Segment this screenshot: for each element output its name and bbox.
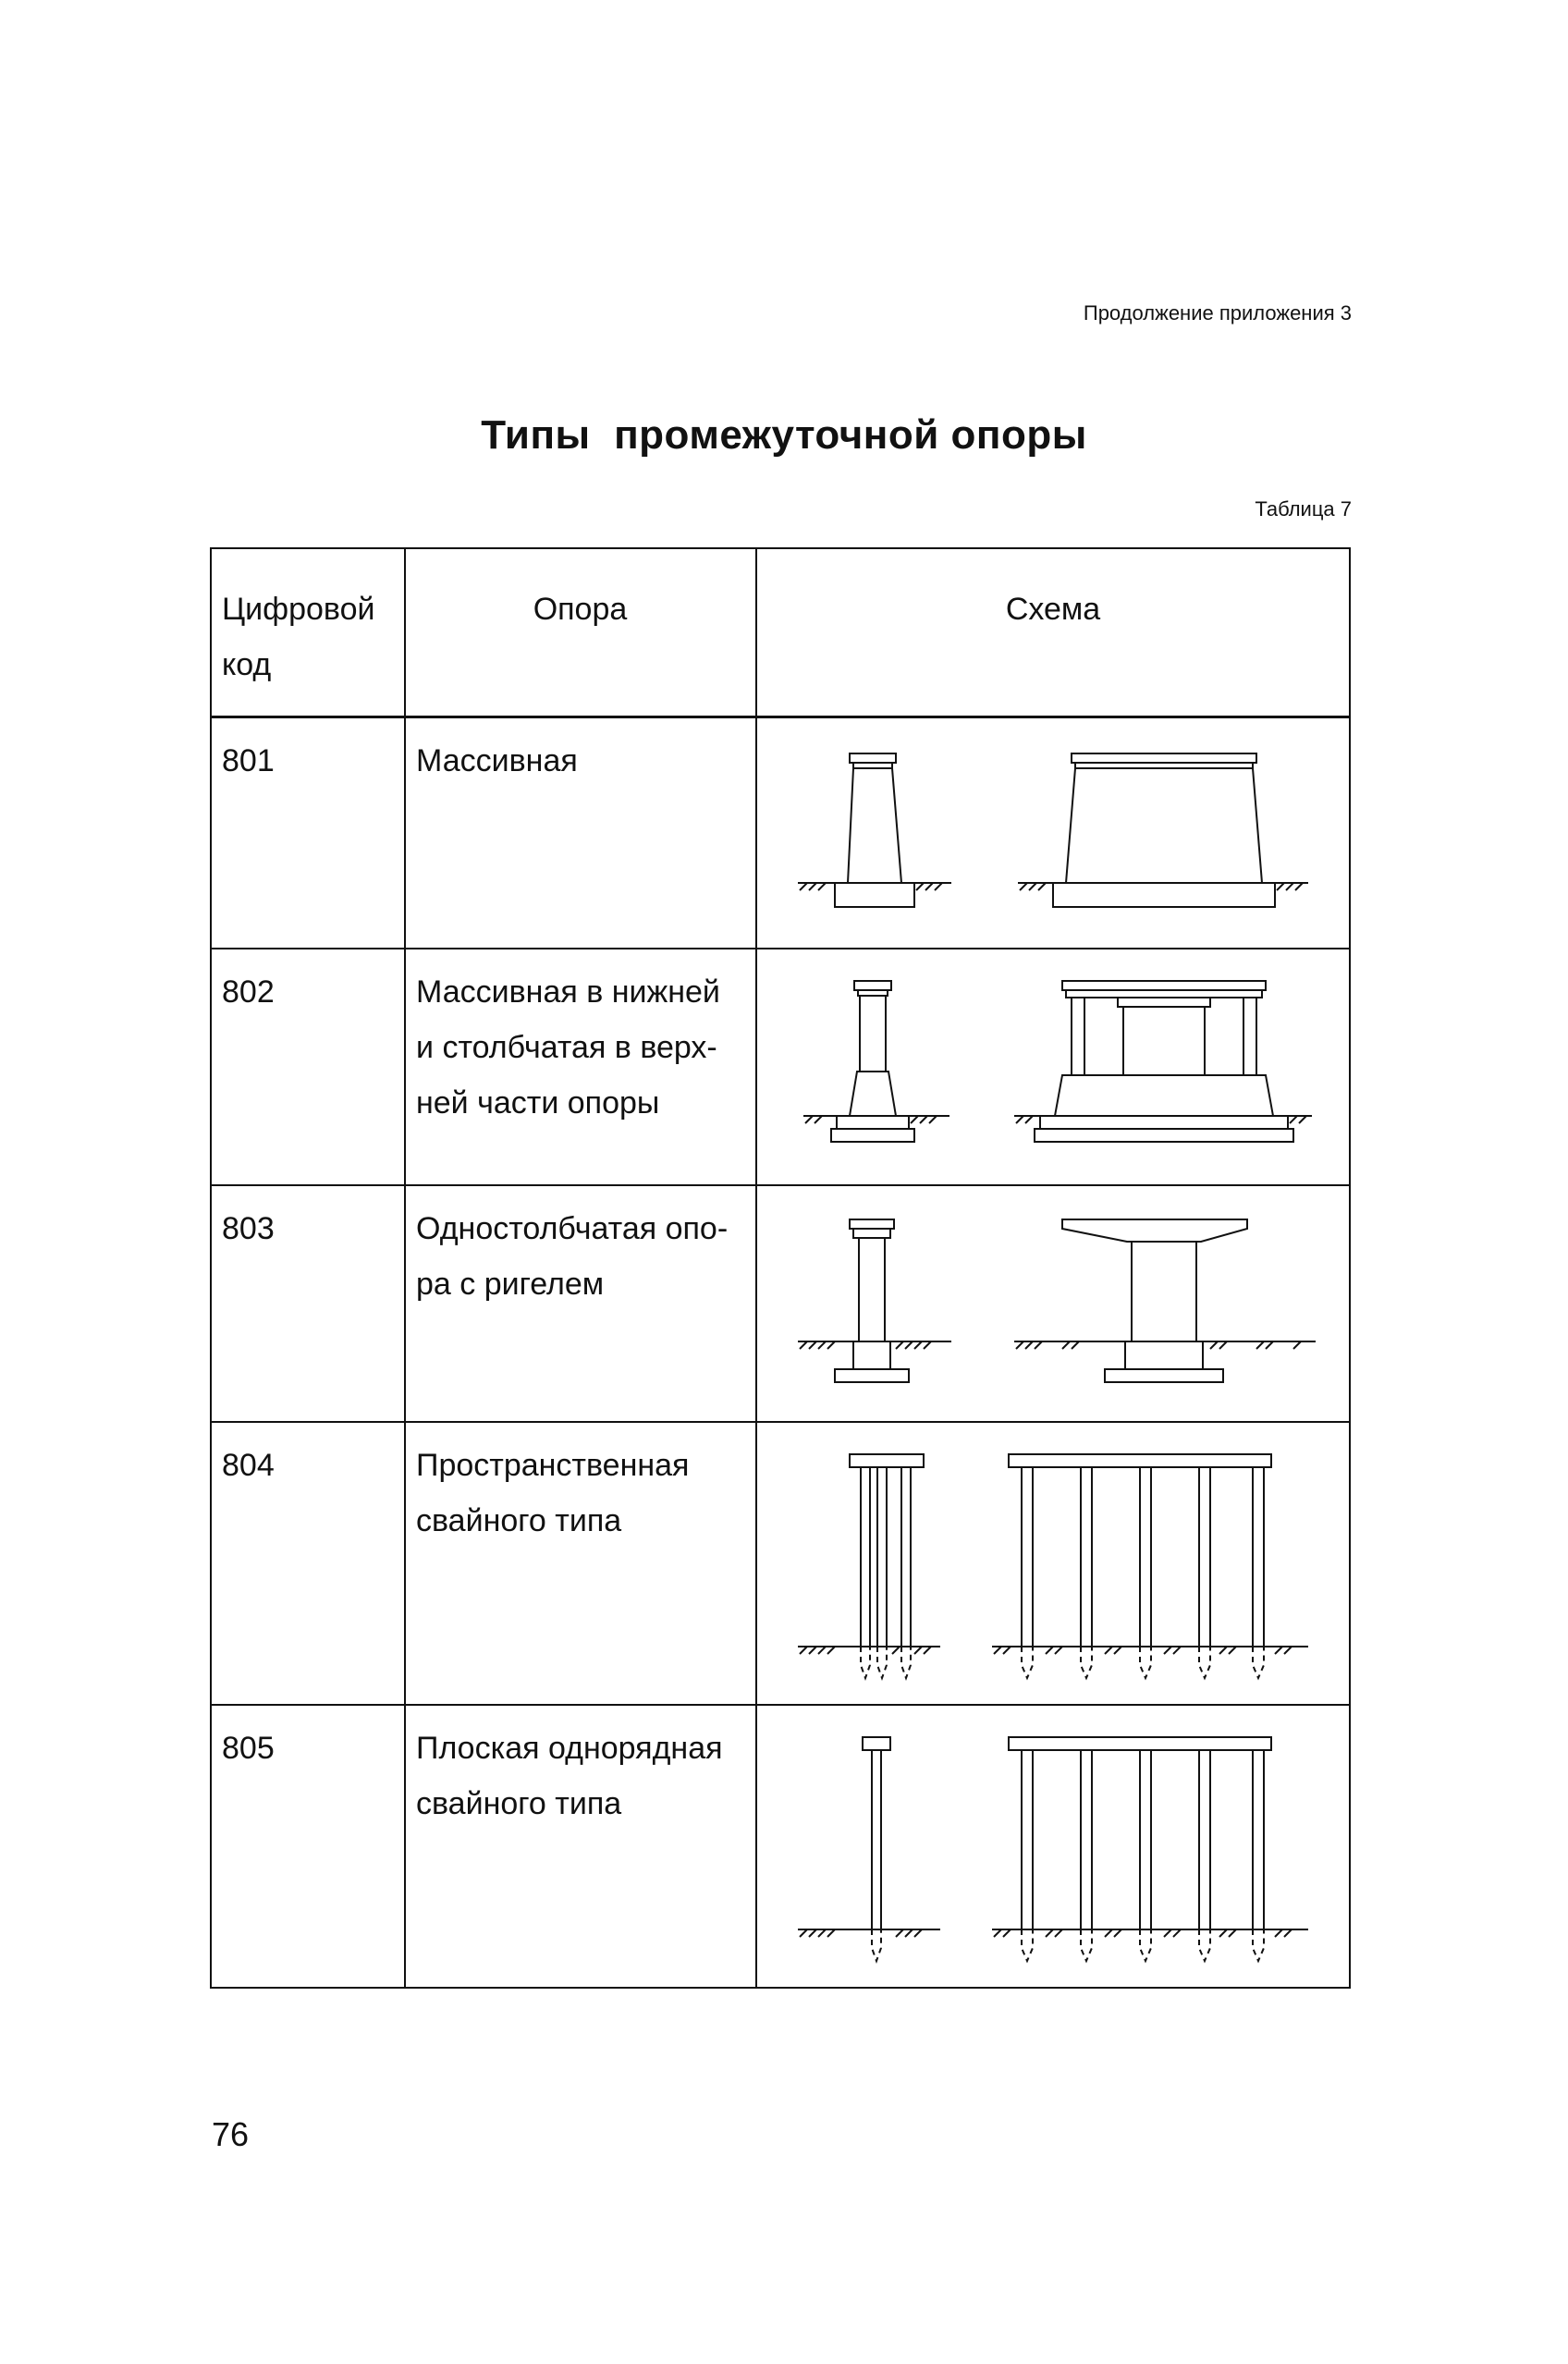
page-number: 76	[212, 2115, 250, 2153]
row-name: Одностолбчатая опо- ра с ригелем	[405, 1185, 756, 1422]
table-row	[211, 1422, 1350, 1705]
page-title: Типы промежуточной опоры	[481, 412, 1087, 458]
table-row	[211, 949, 1350, 1185]
spatial-pile-pier-icon	[757, 1423, 1349, 1704]
header-pier: Опора	[405, 548, 756, 717]
appendix-continuation-note: Продолжение приложения 3	[1083, 301, 1352, 325]
massive-lower-column-upper-pier-icon	[757, 949, 1349, 1184]
header-schema: Схема	[756, 548, 1350, 717]
row-code: 805	[211, 1705, 405, 1988]
flat-single-row-pile-pier-icon	[757, 1706, 1349, 1987]
row-schema	[756, 1705, 1350, 1988]
row-code: 801	[211, 717, 405, 949]
row-name: Массивная в нижней и столбчатая в верх- ней части опоры	[405, 949, 756, 1185]
row-schema	[756, 717, 1350, 949]
table-label: Таблица 7	[1255, 497, 1352, 521]
row-schema	[756, 1422, 1350, 1705]
row-code: 803	[211, 1185, 405, 1422]
table-row	[211, 1705, 1350, 1988]
table-header-row	[211, 548, 1350, 717]
row-schema	[756, 949, 1350, 1185]
table-row	[211, 1185, 1350, 1422]
row-name: Массивная	[405, 717, 756, 949]
row-schema	[756, 1185, 1350, 1422]
row-code: 802	[211, 949, 405, 1185]
header-code: Цифровой код	[211, 548, 405, 717]
row-code: 804	[211, 1422, 405, 1705]
massive-pier-icon	[757, 718, 1349, 948]
row-name: Пространственная свайного типа	[405, 1422, 756, 1705]
row-name: Плоская однорядная свайного типа	[405, 1705, 756, 1988]
pier-types-table	[210, 547, 1351, 1989]
table-row	[211, 717, 1350, 949]
single-column-pier-with-crossbar-icon	[757, 1186, 1349, 1421]
